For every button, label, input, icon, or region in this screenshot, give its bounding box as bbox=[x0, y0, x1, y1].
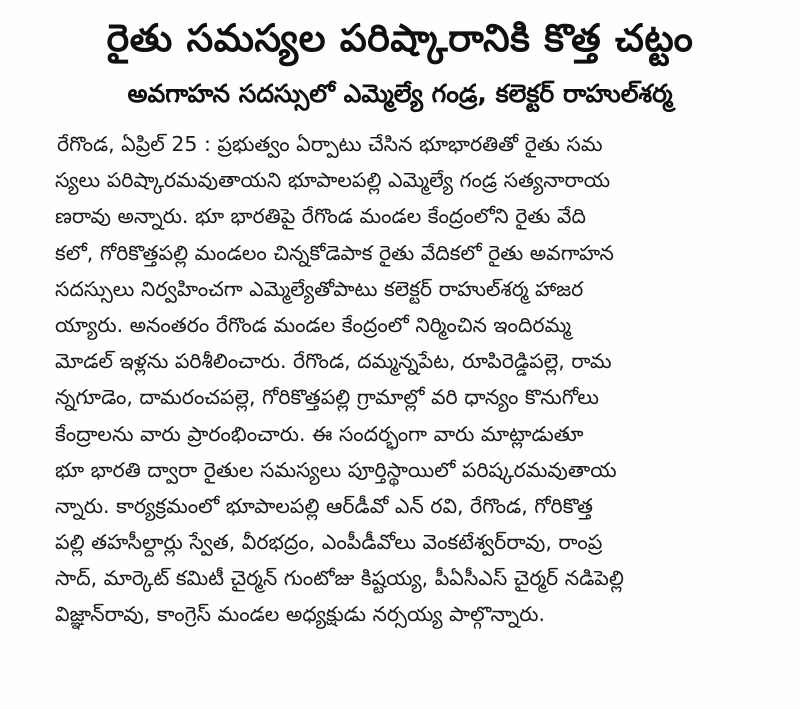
article-body bbox=[55, 126, 767, 633]
body-line: న్నగూడెం, దామరంచపల్లె, గోరికొత్తపల్లి గ్రామాల్లో వరి ధాన్యం కొనుగోలు bbox=[55, 385, 599, 410]
body-line: మోడల్ ఇళ్లను పరిశీలించారు. రేగొండ, దమ్మన్నపేట, రూపిరెడ్డిపల్లె, రామ bbox=[55, 349, 612, 374]
headline: రైతు సమస్యల పరిష్కారానికి కొత్త చట్టం bbox=[106, 16, 694, 60]
body-line: స్యలు పరిష్కారమవుతాయని భూపాలపల్లి ఎమ్మెల్యే గండ్ర సత్యనారాయ bbox=[55, 168, 611, 193]
body-line: సాద్, మార్కెట్ కమిటీ చైర్మన్ గుంటోజు కిష్టయ్య, పీఏసీఎస్ చైర్మర్ నడిపెల్లి bbox=[55, 566, 624, 591]
body-line: భూ భారతి ద్వారా రైతుల సమస్యలు పూర్తిస్థాయిలో పరిష్కరమవుతాయ bbox=[55, 457, 617, 482]
body-line: కలో, గోరికొత్తపల్లి మండలం చిన్నకోడెపాక రైతు వేదికలో రైతు అవగాహన bbox=[55, 240, 614, 265]
body-line: న్నారు. కార్యక్రమంలో భూపాలపల్లి ఆర్‌డీవో ఎన్ రవి, రేగొండ, గోరికొత్త bbox=[55, 493, 593, 518]
body-line: విజ్ఞాన్‌రావు, కాంగ్రెస్ మండల అధ్యక్షుడు నర్సయ్య పాల్గొన్నారు. bbox=[55, 602, 546, 627]
body-line: కేంద్రాలను వారు ప్రారంభించారు. ఈ సందర్భంగా వారు మాట్లాడుతూ bbox=[55, 421, 584, 446]
body-line-dateline: రేగొండ, ఏప్రిల్ 25 : ప్రభుత్వం ఏర్పాటు చేసిన భూభారతితో రైతు సమ bbox=[57, 132, 603, 156]
body-line: పల్లి తహసీల్దార్లు స్వేత, వీరభద్రం, ఎంపీడీవోలు వెంకటేశ్వర్‌రావు, రాంప్ర bbox=[55, 530, 603, 555]
body-line: య్యారు. అనంతరం రేగొండ మండల కేంద్రంలో నిర్మించిన ఇందిరమ్మ bbox=[55, 312, 572, 337]
subheadline: అవగాహన సదస్సులో ఎమ్మెల్యే గండ్ర, కలెక్టర్ రాహుల్‌శర్మ bbox=[127, 79, 673, 108]
body-line: సదస్సులు నిర్వహించగా ఎమ్మెల్యేతోపాటు కలెక్టర్ రాహుల్‌శర్మ హాజర bbox=[55, 276, 584, 301]
body-line: ణరావు అన్నారు. భూ భారతిపై రేగొండ మండల కేంద్రంలోని రైతు వేది bbox=[55, 204, 586, 229]
